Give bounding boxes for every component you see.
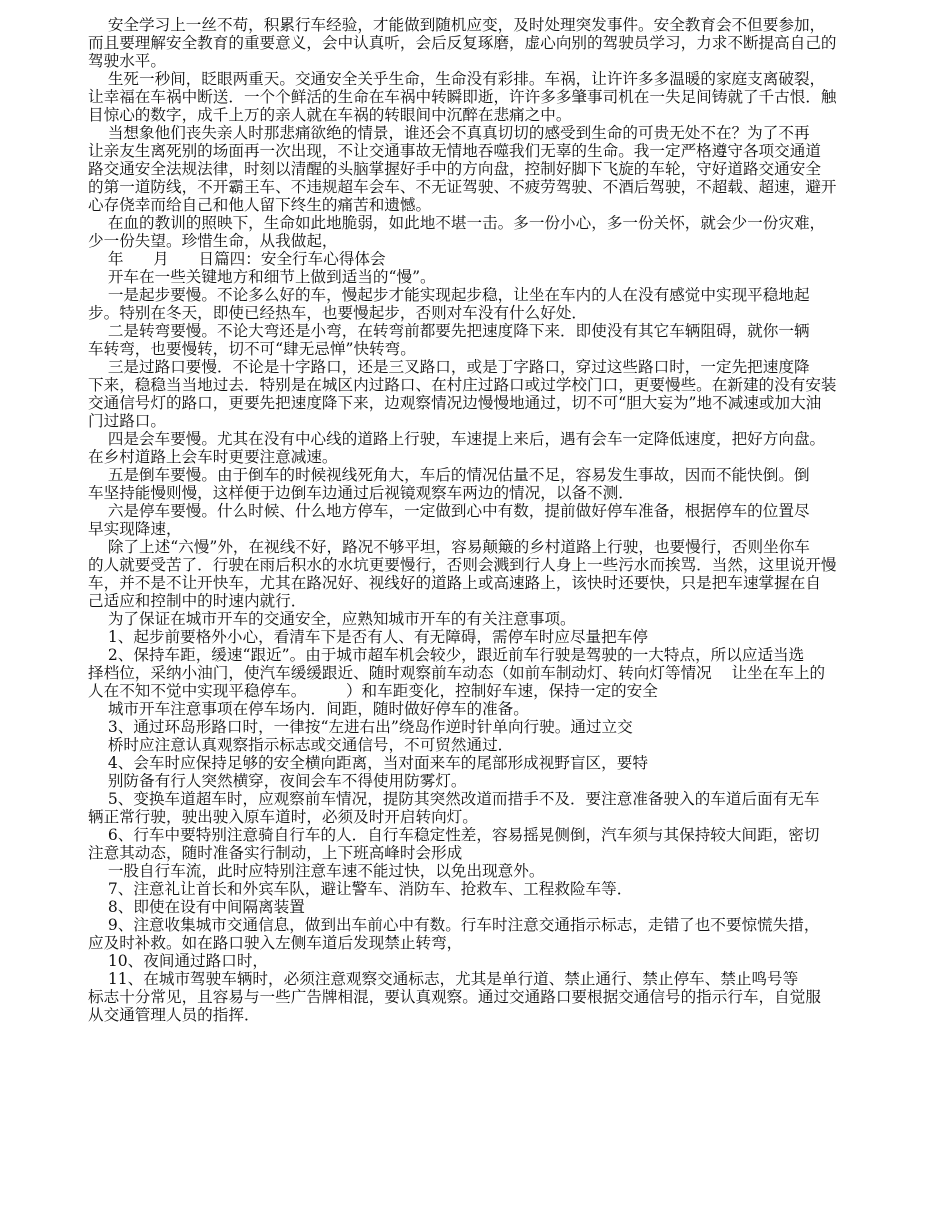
text-line: 城市开车注意事项在停车场内．间距，随时做好停车的准备。 <box>88 700 529 718</box>
text-line: 让幸福在车祸中断送．一个个鲜活的生命在车祸中转瞬即逝，许许多多肇事司机在一失足间铸就了千古恨．触 <box>88 88 837 106</box>
text-line: 11、在城市驾驶车辆时，必须注意观察交通标志，尤其是单行道、禁止通行、禁止停车、禁止鸣号等 <box>88 970 799 988</box>
text-line: 5、变换车道超车时，应观察前车情况，提防其突然改道而措手不及．要注意准备驶入的车道后面有无车 <box>88 790 820 808</box>
text-line: 择档位，采纳小油门，使汽车缓缓跟近、随时观察前车动态（如前车制动灯、转向灯等情况 让坐在车上的 <box>88 664 826 682</box>
text-line: 在血的教训的照映下，生命如此地脆弱，如此地不堪一击。多一份小心，多一份关怀，就会少一份灾难， <box>88 214 826 232</box>
text-line: 标志十分常见，且容易与一些广告牌相混，要认真观察。通过交通路口要根据交通信号的指示行车，自觉服 <box>88 988 821 1006</box>
text-line: 早实现降速， <box>88 520 182 538</box>
text-line: 除了上述“六慢”外，在视线不好，路况不够平坦，容易颠簸的乡村道路上行驶，也要慢行，否则坐你车 <box>88 538 810 556</box>
text-line: 的人就要受苦了．行驶在雨后积水的水坑更要慢行，否则会溅到行人身上一些污水而挨骂．当然，这里说开慢 <box>88 556 837 574</box>
text-line: 8、即使在设有中间隔离装置 <box>88 898 305 916</box>
text-line: 驾驶水平。 <box>88 52 166 70</box>
text-line: 一是起步要慢。不论多么好的车，慢起步才能实现起步稳，让坐在车内的人在没有感觉中实现平稳地起 <box>88 286 810 304</box>
text-line: 车，并不是不让开快车，尤其在路况好、视线好的道路上或高速路上，该快时还要快，只是把车速掌握在自 <box>88 574 821 592</box>
text-line: 二是转弯要慢。不论大弯还是小弯，在转弯前都要先把速度降下来．即使没有其它车辆阻碍，就你一辆 <box>88 322 810 340</box>
text-line: 应及时补救。如在路口驶入左侧车道后发现禁止转弯， <box>88 934 463 952</box>
text-line: 别防备有行人突然横穿，夜间会车不得使用防雾灯。 <box>88 772 467 790</box>
text-line: 而且要理解安全教育的重要意义，会中认真听，会后反复琢磨，虚心向别的驾驶员学习，力求不断提高自己的 <box>88 34 837 52</box>
text-line: 下来，稳稳当当地过去．特别是在城区内过路口、在村庄过路口或过学校门口，更要慢些。在新建的没有安装 <box>88 376 837 394</box>
text-line: 一股自行车流，此时应特别注意车速不能过快，以免出现意外。 <box>88 862 545 880</box>
text-line: 三是过路口要慢．不论是十字路口，还是三叉路口，或是丁字路口，穿过这些路口时，一定先把速度降 <box>88 358 810 376</box>
text-line: 路交通安全法规法律，时刻以清醒的头脑掌握好手中的方向盘，控制好脚下飞旋的车轮，守好道路交通安全 <box>88 160 821 178</box>
text-line: 少一份失望。珍惜生命，从我做起， <box>88 232 338 250</box>
text-line: 当想象他们丧失亲人时那悲痛欲绝的情景，谁还会不真真切切的感受到生命的可贵无处不在？为了不再 <box>88 124 810 142</box>
text-line: 在乡村道路上会车时更要注意减速。 <box>88 448 338 466</box>
text-line: 步。特别在冬天，即使已经热车，也要慢起步，否则对车没有什么好处． <box>88 304 588 322</box>
text-line: 桥时应注意认真观察指示标志或交通信号，不可贸然通过． <box>88 736 514 754</box>
document-body <box>88 16 878 1024</box>
text-line: 车转弯，也要慢转，切不可“肆无忌惮”快转弯。 <box>88 340 416 358</box>
text-line: 门过路口。 <box>88 412 166 430</box>
text-line: 年 月 日篇四：安全行车心得体会 <box>88 250 386 268</box>
text-line: 目惊心的数字，成千上万的亲人就在车祸的转眼间中沉醉在悲痛之中。 <box>88 106 572 124</box>
text-line: 己适应和控制中的时速内就行． <box>88 592 307 610</box>
text-line: 安全学习上一丝不苟，积累行车经验，才能做到随机应变，及时处理突发事件。安全教育会不但要参加， <box>88 16 826 34</box>
text-line: 心存侥幸而给自己和他人留下终生的痛苦和遗憾。 <box>88 196 432 214</box>
text-line: 7、注意礼让首长和外宾车队，避让警车、消防车、抢救车、工程救险车等． <box>88 880 633 898</box>
text-line: 为了保证在城市开车的交通安全，应熟知城市开车的有关注意事项。 <box>88 610 576 628</box>
text-line: 3、通过环岛形路口时，一律按“左进右出”绕岛作逆时针单向行驶。通过立交 <box>88 718 633 736</box>
text-line: 人在不知不觉中实现平稳停车。 ）和车距变化，控制好车速，保持一定的安全 <box>88 682 658 700</box>
text-line: 1、起步前要格外小心，看清车下是否有人、有无障碍，需停车时应尽量把车停 <box>88 628 648 646</box>
text-line: 车坚持能慢则慢，这样便于边倒车边通过后视镜观察车两边的情况，以备不测． <box>88 484 634 502</box>
text-line: 的第一道防线，不开霸王车、不违规超车会车、不无证驾驶、不疲劳驾驶、不酒后驾驶，不超载、超速，避开 <box>88 178 837 196</box>
text-line: 9、注意收集城市交通信息，做到出车前心中有数。行车时注意交通指示标志，走错了也不要惊慌失措， <box>88 916 820 934</box>
text-line: 让亲友生离死别的场面再一次出现，不让交通事故无情地吞噬我们无辜的生命。我一定严格遵守各项交通道 <box>88 142 821 160</box>
text-line: 注意其动态，随时准备实行制动，上下班高峰时会形成 <box>88 844 463 862</box>
text-line: 6、行车中要特别注意骑自行车的人．自行车稳定性差，容易摇晃侧倒，汽车须与其保持较大间距，密切 <box>88 826 820 844</box>
text-line: 从交通管理人员的指挥． <box>88 1006 260 1024</box>
text-line: 10、夜间通过路口时， <box>88 952 269 970</box>
text-line: 交通信号灯的路口，更要先把速度降下来，边观察情况边慢慢地通过，切不可“胆大妄为”地不减速或加大油 <box>88 394 822 412</box>
text-line: 五是倒车要慢。由于倒车的时候视线死角大，车后的情况估量不足，容易发生事故，因而不能快倒。倒 <box>88 466 810 484</box>
text-line: 开车在一些关键地方和细节上做到适当的“慢”。 <box>88 268 436 286</box>
text-line: 生死一秒间，眨眼两重天。交通安全关乎生命，生命没有彩排。车祸，让许许多多温暖的家庭支离破裂， <box>88 70 826 88</box>
text-line: 辆正常行驶，驶出驶入原车道时，必须及时开启转向灯。 <box>88 808 478 826</box>
text-line: 2、保持车距，缓速“跟近”。由于城市超车机会较少，跟近前车行驶是驾驶的一大特点，所以应适当选 <box>88 646 805 664</box>
text-line: 六是停车要慢。什么时候、什么地方停车，一定做到心中有数，提前做好停车准备，根据停车的位置尽 <box>88 502 810 520</box>
text-line: 4、会车时应保持足够的安全横向距离，当对面来车的尾部形成视野盲区，要特 <box>88 754 648 772</box>
text-line: 四是会车要慢。尤其在没有中心线的道路上行驶，车速提上来后，遇有会车一定降低速度，把好方向盘。 <box>88 430 826 448</box>
